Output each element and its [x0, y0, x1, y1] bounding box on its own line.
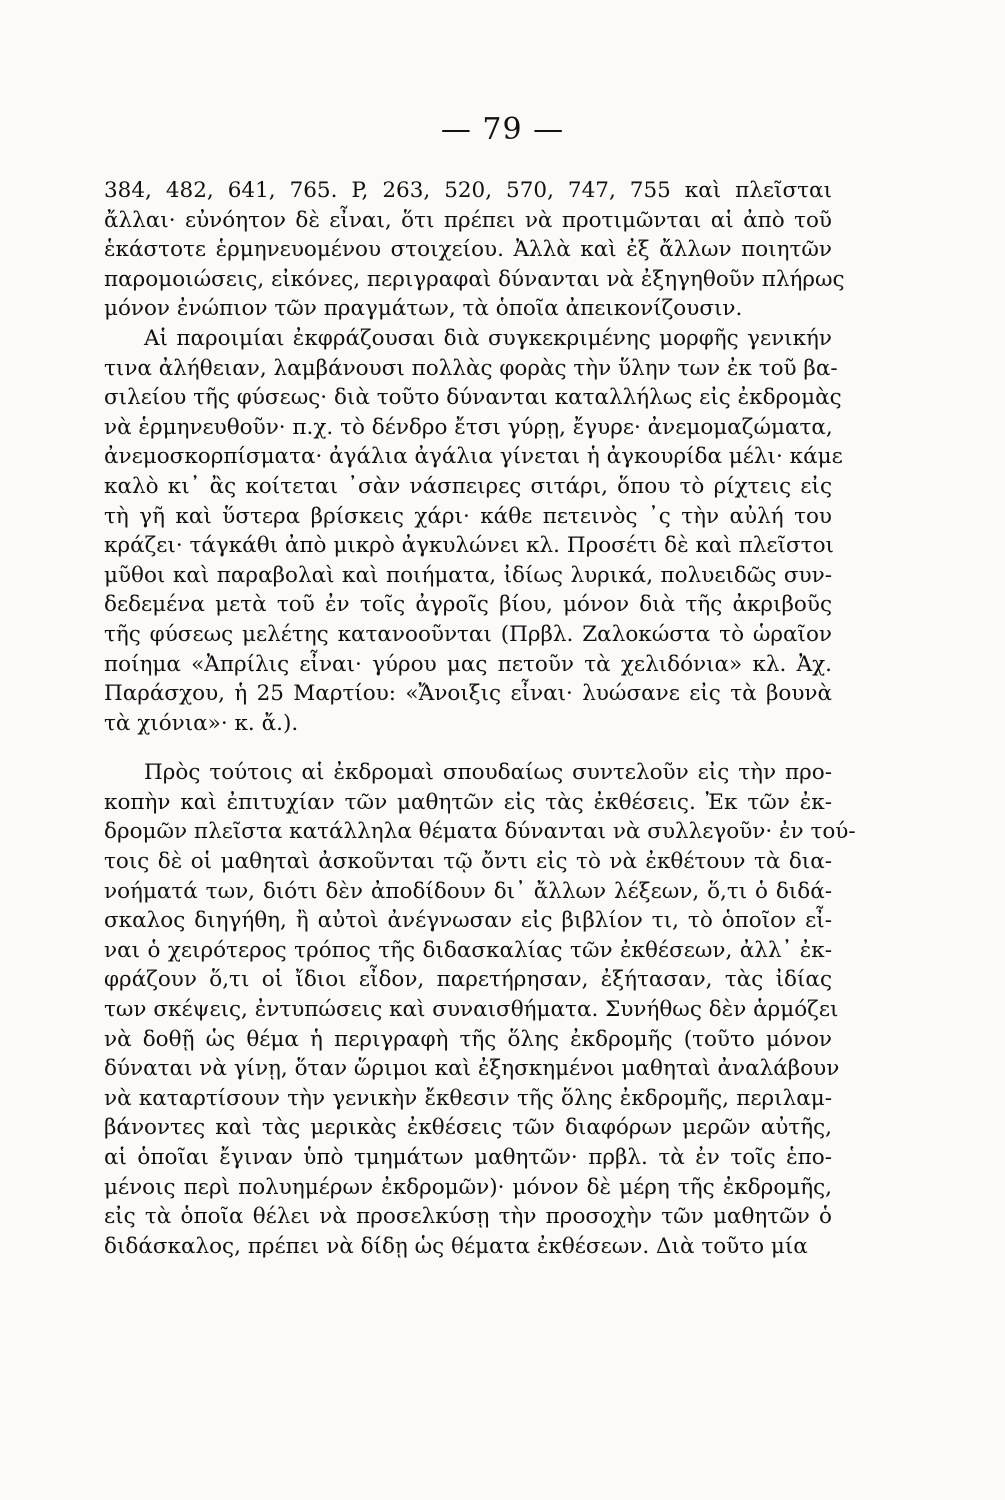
text-line: μῦθοι καὶ παραβολαὶ καὶ ποιήματα, ἰδίως λυρικά, πολυειδῶς συν-: [104, 562, 832, 588]
text-line: νὰ δοθῇ ὡς θέμα ἡ περιγραφὴ τῆς ὅλης ἐκδρομῆς (τοῦτο μόνον: [104, 1026, 832, 1052]
text-line: δεδεμένα μετὰ τοῦ ἐν τοῖς ἀγροῖς βίου, μόνον διὰ τῆς ἀκριβοῦς: [104, 592, 832, 618]
text-line: ἑκάστοτε ἑρμηνευομένου στοιχείου. Ἀλλὰ καὶ ἐξ ἄλλων ποιητῶν: [104, 237, 832, 263]
paragraph: [104, 324, 843, 738]
text-line: τοις δὲ οἱ μαθηταὶ ἀσκοῦνται τῷ ὄντι εἰς τὸ νὰ ἐκθέτουν τὰ δια-: [104, 849, 832, 875]
text-line: τὴ γῆ καὶ ὕστερα βρίσκεις χάρι· κάθε πετεινὸς ᾽ς τὴν αὐλή του: [104, 503, 832, 529]
text-line: 384, 482, 641, 765. P, 263, 520, 570, 747, 755 καὶ πλεῖσται: [104, 178, 832, 203]
text-line: εἰς τὰ ὁποῖα θέλει νὰ προσελκύσῃ τὴν προσοχὴν τῶν μαθητῶν ὁ: [104, 1204, 832, 1230]
paragraph: [104, 176, 845, 324]
paragraph: [104, 758, 856, 1261]
text-line: Πρὸς τούτοις αἱ ἐκδρομαὶ σπουδαίως συντελοῦν εἰς τὴν προ-: [144, 760, 832, 786]
text-line: νὰ ἑρμηνευθοῦν· π.χ. τὸ δένδρο ἔτσι γύρῃ, ἔγυρε· ἀνεμομαζώματα,: [104, 414, 833, 440]
text-line: μόνον ἐνώπιον τῶν πραγμάτων, τὰ ὁποῖα ἀπεικονίζουσιν.: [104, 296, 743, 322]
text-line: των σκέψεις, ἐντυπώσεις καὶ συναισθήματα. Συνήθως δὲν ἁρμόζει: [104, 997, 839, 1023]
text-line: καλὸ κι᾽ ἂς κοίτεται ᾽σὰν νάσπειρες σιτάρι, ὅπου τὸ ρίχτεις εἰς: [104, 473, 832, 499]
text-line: τὰ χιόνια»· κ. ἄ.).: [104, 710, 299, 736]
text-line: βάνοντες καὶ τὰς μερικὰς ἐκθέσεις τῶν διαφόρων μερῶν αὐτῆς,: [104, 1115, 832, 1141]
text-line: κράζει· τάγκάθι ἀπὸ μικρὸ ἀγκυλώνει κλ. Προσέτι δὲ καὶ πλεῖστοι: [104, 533, 834, 559]
text-line: δύναται νὰ γίνῃ, ὅταν ὥριμοι καὶ ἐξησκημένοι μαθηταὶ ἀναλάβουν: [104, 1056, 840, 1082]
text-line: Παράσχου, ἡ 25 Μαρτίου: «Ἄνοιξις εἶναι· λυώσανε εἰς τὰ βουνὰ: [104, 681, 832, 707]
text-line: σκαλος διηγήθη, ἢ αὐτοὶ ἀνέγνωσαν εἰς βιβλίον τι, τὸ ὁποῖον εἶ-: [104, 908, 832, 934]
text-line: ἀνεμοσκορπίσματα· ἀγάλια ἀγάλια γίνεται ἡ ἀγκουρίδα μέλι· κάμε: [104, 444, 843, 470]
text-line: παρομοιώσεις, εἰκόνες, περιγραφαὶ δύνανται νὰ ἐξηγηθοῦν πλήρως: [104, 266, 845, 292]
text-line: ποίημα «Ἀπρίλις εἶναι· γύρου μας πετοῦν τὰ χελιδόνια» κλ. Ἀχ.: [104, 651, 832, 677]
text-line: νὰ καταρτίσουν τὴν γενικὴν ἔκθεσιν τῆς ὅλης ἐκδρομῆς, περιλαμ-: [104, 1085, 832, 1111]
text-line: Αἱ παροιμίαι ἐκφράζουσαι διὰ συγκεκριμένης μορφῆς γενικήν: [144, 325, 832, 351]
text-line: ναι ὁ χειρότερος τρόπος τῆς διδασκαλίας τῶν ἐκθέσεων, ἀλλ᾽ ἐκ-: [104, 937, 832, 963]
text-line: αἱ ὁποῖαι ἔγιναν ὑπὸ τμημάτων μαθητῶν· πρβλ. τὰ ἐν τοῖς ἑπο-: [104, 1145, 832, 1170]
text-line: τινα ἀλήθειαν, λαμβάνουσι πολλὰς φορὰς τὴν ὕλην των ἐκ τοῦ βα-: [104, 355, 838, 381]
text-line: σιλείου τῆς φύσεως· διὰ τοῦτο δύνανται καταλλήλως εἰς ἐκδρομὰς: [104, 385, 842, 411]
text-line: τῆς φύσεως μελέτης κατανοοῦνται (Πρβλ. Ζαλοκώστα τὸ ὡραῖον: [104, 621, 832, 647]
text-line: διδάσκαλος, πρέπει νὰ δίδῃ ὡς θέματα ἐκθέσεων. Διὰ τοῦτο μία: [104, 1233, 808, 1259]
text-line: νοήματά των, διότι δὲν ἀποδίδουν δι᾽ ἄλλων λέξεων, ὅ,τι ὁ διδά-: [104, 878, 832, 904]
page-number: — 79 —: [440, 112, 565, 147]
text-line: φράζουν ὅ,τι οἱ ἴδιοι εἶδον, παρετήρησαν, ἐξήτασαν, τὰς ἰδίας: [104, 967, 832, 993]
text-line: κοπὴν καὶ ἐπιτυχίαν τῶν μαθητῶν εἰς τὰς ἐκθέσεις. Ἐκ τῶν ἐκ-: [104, 789, 832, 815]
body-text: [104, 176, 856, 1261]
paragraph-gap: [104, 738, 832, 758]
text-line: ἄλλαι· εὐνόητον δὲ εἶναι, ὅτι πρέπει νὰ προτιμῶνται αἱ ἀπὸ τοῦ: [104, 207, 832, 233]
text-line: δρομῶν πλεῖστα κατάλληλα θέματα δύνανται νὰ συλλεγοῦν· ἐν τού-: [104, 819, 856, 845]
text-line: μένοις περὶ πολυημέρων ἐκδρομῶν)· μόνον δὲ μέρη τῆς ἐκδρομῆς,: [104, 1174, 832, 1200]
